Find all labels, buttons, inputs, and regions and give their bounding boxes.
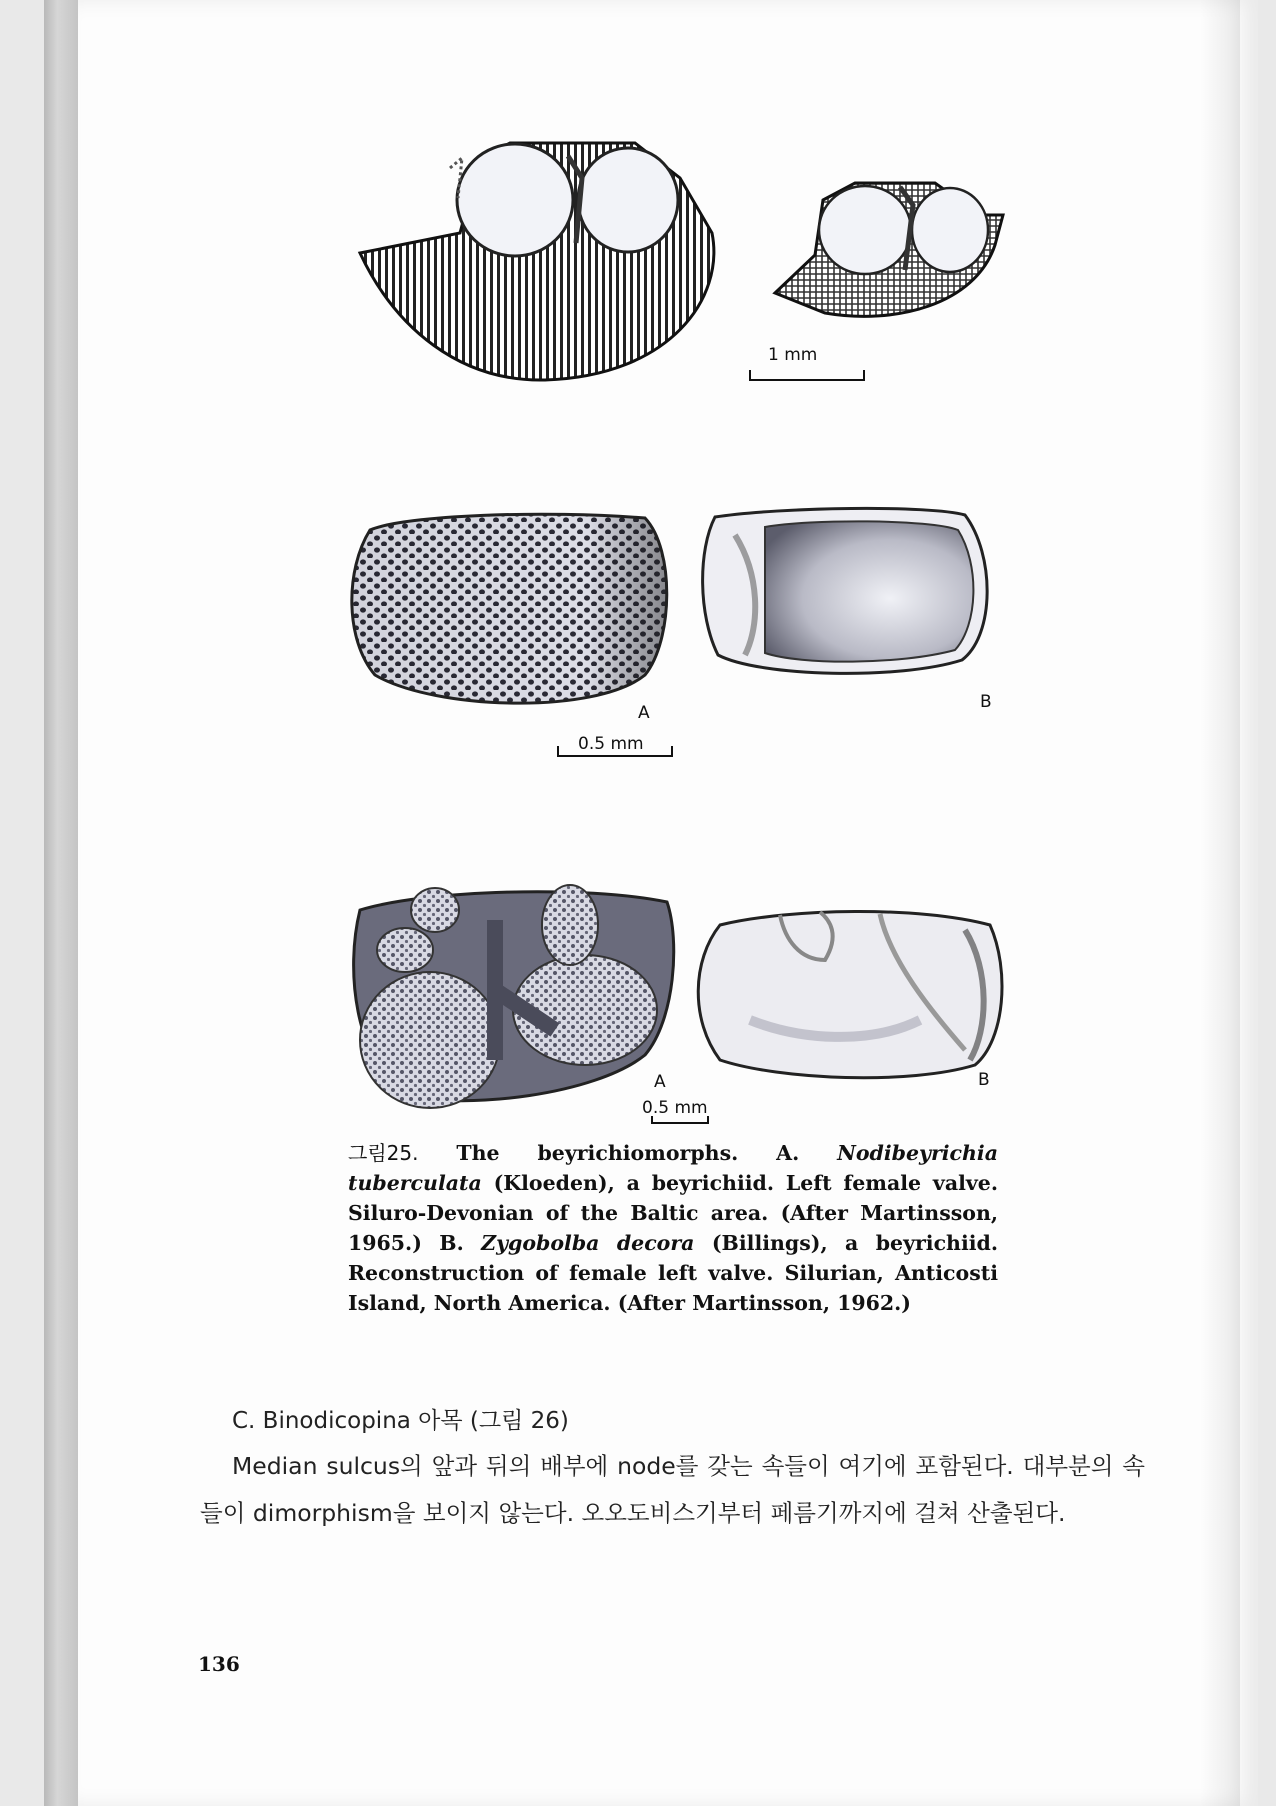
scale-bar-0-5mm-bottom <box>650 1114 710 1126</box>
figure-label-a-bottom: A <box>654 1072 666 1092</box>
caption-text-2: (Kloeden), a beyrichiid. Left female valve. Siluro-Devonian of the Baltic area. (After Martinsson, 1965.) B. <box>348 1171 998 1255</box>
fossil-illustration-middle-b <box>700 505 990 680</box>
figure-number: 그림25. <box>348 1141 419 1165</box>
scale-label-top: 1 mm <box>768 345 818 365</box>
figure-label-b-middle: B <box>980 692 992 712</box>
book-page-edge <box>44 0 79 1806</box>
scale-bar-1mm <box>748 368 866 384</box>
scale-label-middle: 0.5 mm <box>578 734 644 754</box>
scale-label-bottom: 0.5 mm <box>642 1098 708 1118</box>
fossil-illustration-top-right <box>765 175 1005 330</box>
fossil-illustration-bottom-a <box>345 880 675 1112</box>
figure-caption <box>348 1138 998 1318</box>
section-heading: C. Binodicopina 아목 (그림 26) <box>232 1408 569 1434</box>
caption-species-a: Nodibeyrichia tuberculata <box>348 1141 998 1195</box>
caption-text-1: The beyrichiomorphs. A. <box>418 1141 838 1165</box>
caption-text-3: (Billings), a beyrichiid. Reconstruction of female left valve. Silurian, Anticosti Island, North America. (After Martinsson, 1962.) <box>348 1231 998 1315</box>
caption-species-b: Zygobolba decora <box>481 1231 695 1255</box>
fossil-illustration-bottom-b <box>690 900 1005 1085</box>
page-number: 136 <box>198 1652 240 1676</box>
page-gutter-shadow <box>1200 0 1240 1806</box>
section-body: Median sulcus의 앞과 뒤의 배부에 node를 갖는 속들이 여기에 포함된다. 대부분의 속들이 dimorphism을 보이지 않는다. 오오도비스기부터 페름기까지에 걸쳐 산출된다. <box>200 1452 1145 1527</box>
fossil-illustration-middle-a <box>345 510 670 710</box>
figure-label-b-bottom: B <box>978 1070 990 1090</box>
fossil-illustration-top-left <box>350 138 750 388</box>
figure-label-a-middle: A <box>638 703 650 723</box>
